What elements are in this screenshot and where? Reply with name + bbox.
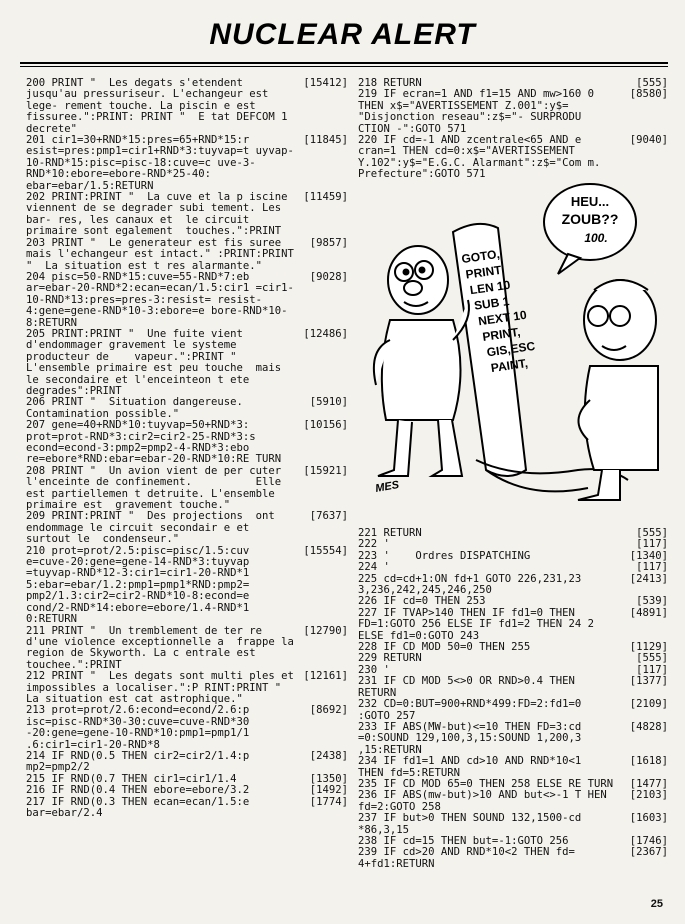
checksum: [15412]: [303, 77, 348, 89]
checksum: [1350]: [309, 772, 348, 785]
code-line: [358, 676, 668, 699]
code-text: 213 prot=prot/2.6:econd=econd/2.6:p isc=pisc-RND*30-30:cuve=cuve-RND*30 -20:gene=gene-10-RND*10:pmp1=pmp1/1 .6:cir1=cir1-20-RND*8: [26, 704, 256, 751]
right-top-listing: [358, 78, 668, 181]
code-text: 214 IF RND(0.5 THEN cir2=cir2/1.4:p mp2=pmp2/2: [26, 749, 256, 774]
svg-text:MES: MES: [374, 478, 401, 495]
checksum: [1129]: [629, 641, 668, 654]
code-text: 237 IF but>0 THEN SOUND 132,1500-cd *86,3,15: [358, 812, 588, 836]
checksum: [12161]: [303, 670, 348, 683]
code-text: 205 PRINT:PRINT " Une fuite vient d'endommager gravement le systeme producteur de vapeur.":PRINT " L'ensemble primaire est peu touche mais le secondaire et l'enceinteon t ete degrades":PRINT: [26, 327, 288, 397]
code-line: [26, 397, 348, 420]
checksum: [9040]: [629, 134, 668, 147]
checksum: [4891]: [629, 606, 668, 619]
code-line: [26, 78, 348, 135]
code-text: 206 PRINT " Situation dangereuse. Contamination possible.": [26, 396, 256, 420]
checksum: [2413]: [629, 572, 668, 585]
checksum: [9028]: [309, 270, 348, 283]
code-text: 211 PRINT " Un tremblement de ter re d'une violence exceptionnelle a frappe la region de Skyworth. La c entrale est touchee.":PRINT: [26, 624, 307, 671]
code-text: 215 IF RND(0.7 THEN cir1=cir1/1.4: [26, 772, 237, 785]
code-line: [358, 528, 668, 539]
title-rule-thin: [20, 66, 668, 67]
checksum: [8692]: [309, 704, 348, 717]
code-text: 225 cd=cd+1:ON fd+1 GOTO 226,231,23 3,236,242,245,246,250: [358, 572, 588, 597]
checksum: [11459]: [303, 191, 348, 204]
code-line: [26, 671, 348, 705]
code-text: 200 PRINT " Les degats s'etendent jusqu'au pressuriseur. L'echangeur est lege- rement touche. La piscin e est fissuree.":PRINT: PRINT " E tat DEFCOM 1 decrete": [26, 77, 294, 135]
code-line: [26, 329, 348, 397]
code-text: 217 IF RND(0.3 THEN ecan=ecan/1.5:e bar=ebar/2.4: [26, 795, 256, 819]
title-rule: [20, 62, 668, 64]
checksum: [555]: [636, 77, 668, 89]
code-text: 201 cir1=30+RND*15:pres=65+RND*15:r esist=pres:pmp1=cir1+RND*3:tuyvap=t uyvap-10-RND*15:pisc=pisc-18:cuve=c uve-3-RND*10:ebore=ebore-RND*25-40: ebar=ebar/1.5:RETURN: [26, 134, 294, 192]
code-text: 228 IF CD MOD 50=0 THEN 255: [358, 641, 531, 654]
checksum: [12486]: [303, 327, 348, 340]
code-line: [26, 238, 348, 272]
checksum: [1340]: [629, 549, 668, 562]
code-text: 204 pisc=50-RND*15:cuve=55-RND*7:eb ar=ebar-20-RND*2:ecan=ecan/1.5:cir1 =cir1-10-RND*13:pres=pres-3:resist= resist-4:gene=gene-RND*10-3:ebore=e bore-RND*10-8:RETURN: [26, 270, 294, 329]
code-text: 219 IF ecran=1 AND f1=15 AND mw>160 0 THEN x$="AVERTISSEMENT Z.001":y$= "Disjonction reseau":z$="- SURPRODU CTION -":GOTO 571: [358, 88, 601, 135]
checksum: [2103]: [629, 789, 668, 802]
code-line: [26, 511, 348, 545]
checksum: [7637]: [309, 510, 348, 523]
checksum: [8580]: [629, 88, 668, 101]
checksum: [117]: [636, 561, 668, 574]
code-line: [26, 705, 348, 751]
code-line: [358, 699, 668, 722]
code-line: [26, 626, 348, 672]
checksum: [117]: [636, 538, 668, 551]
left-listing-column: [26, 78, 348, 819]
checksum: [1603]: [629, 812, 668, 825]
code-text: 208 PRINT " Un avion vient de per cuter l'enceinte de confinement. Elle est partiellemen t detruite. L'ensemble primaire est gravement touche.": [26, 464, 288, 512]
code-text: 226 IF cd=0 THEN 253: [358, 595, 486, 608]
code-text: 221 RETURN: [358, 527, 422, 539]
checksum: [539]: [636, 595, 668, 608]
code-line: [26, 546, 348, 626]
code-text: 229 RETURN: [358, 652, 422, 665]
checksum: [9857]: [309, 236, 348, 249]
left-character: [374, 246, 469, 476]
code-text: 216 IF RND(0.4 THEN ebore=ebore/3.2: [26, 784, 250, 797]
code-text: 227 IF TVAP>140 THEN IF fd1=0 THEN FD=1:GOTO 256 ELSE IF fd1=2 THEN 24 2 ELSE fd1=0:GOTO 243: [358, 606, 601, 642]
code-line: [26, 272, 348, 329]
checksum: [2367]: [629, 846, 668, 859]
svg-text:GOTO, PRINT LEN 10: GOTO, PRINT LEN 10 SUB 1 NEXT 10 PRINT, GIS,ESC PAINT,: [460, 246, 536, 376]
code-line: [26, 420, 348, 466]
code-text: 212 PRINT " Les degats sont multi ples et impossibles a localiser.":P RINT:PRINT " La situation est cat astrophique.": [26, 670, 301, 705]
checksum: [117]: [636, 663, 668, 676]
code-line: [358, 813, 668, 836]
code-line: [358, 562, 668, 573]
code-line: [358, 756, 668, 779]
code-text: 238 IF cd=15 THEN but=-1:GOTO 256: [358, 834, 569, 847]
code-line: [26, 466, 348, 512]
svg-text:ZOUB??: ZOUB??: [561, 211, 619, 227]
code-text: 202 PRINT:PRINT " La cuve et la p iscine viennent de se degrader subi tement. Les bar- res, les canaux et le circuit primaire sont egalement touches.":PRINT: [26, 191, 294, 238]
checksum: [1774]: [309, 795, 348, 808]
code-text: 209 PRINT:PRINT " Des projections ont endommage le circuit secondair e et surtout le condenseur.": [26, 510, 282, 546]
checksum: [2109]: [629, 698, 668, 711]
checksum: [10156]: [303, 419, 348, 432]
code-text: 236 IF ABS(mw-but)>10 AND but<>-1 T HEN fd=2:GOTO 258: [358, 789, 614, 813]
page-number: 25: [650, 898, 663, 910]
checksum: [1746]: [629, 834, 668, 847]
code-text: 239 IF cd>20 AND RND*10<2 THEN fd= 4+fd1:RETURN: [358, 846, 582, 870]
checksum: [555]: [636, 652, 668, 665]
code-line: [358, 608, 668, 642]
code-line: [358, 653, 668, 664]
checksum: [15554]: [303, 544, 348, 557]
checksum: [2438]: [309, 749, 348, 762]
code-text: 210 prot=prot/2.5:pisc=pisc/1.5:cuv e=cuve-20:gene=gene-14-RND*3:tuyvap =tuyvap-RND*12-3:cir1=cir1-20-RND*1 5:ebar=ebar/1.2:pmp1=pmp1*RND:pmp2= pmp2/1.3:cir2=cir2-RND*10-8:econd=e cond/2-RND*14:ebore=ebore/1.4-RND*1 0:RETURN: [26, 544, 256, 626]
code-text: 232 CD=0:BUT=900+RND*499:FD=2:fd1=0 :GOTO 257: [358, 698, 588, 722]
code-text: 231 IF CD MOD 5<>0 OR RND>0.4 THEN RETURN: [358, 675, 588, 699]
code-text: 218 RETURN: [358, 77, 422, 89]
code-line: [26, 797, 348, 820]
code-text: 224 ': [358, 561, 390, 574]
code-line: [26, 135, 348, 192]
checksum: [1492]: [309, 784, 348, 797]
code-text: 207 gene=40+RND*10:tuyvap=50+RND*3: prot=prot-RND*3:cir2=cir2-25-RND*3:s econd=econd-3:pmp2=pmp2-4-RND*3:ebo re=ebore*RND:ebar=ebar-20-RND*10:RE TURN: [26, 419, 282, 466]
code-text: 222 ': [358, 538, 390, 551]
checksum: [555]: [636, 527, 668, 539]
code-line: [358, 89, 668, 135]
right-bottom-listing: [358, 528, 668, 870]
code-text: 220 IF cd=-1 AND zcentrale<65 AND e cran=1 THEN cd=0:x$="AVERTISSEMENT Y.102":y$="E.G.C. Alarmant":z$="Com m. Prefecture":GOTO 571: [358, 134, 607, 181]
checksum: [12790]: [303, 624, 348, 637]
checksum: [1618]: [629, 755, 668, 768]
code-line: [358, 551, 668, 562]
checksum: [15921]: [303, 464, 348, 477]
code-text: 234 IF fd1=1 AND cd>10 AND RND*10<1 THEN fd=5:RETURN: [358, 755, 594, 779]
checksum: [5910]: [309, 396, 348, 409]
svg-text:HEU...: HEU...: [570, 194, 610, 209]
right-character: [578, 280, 658, 500]
svg-text:100.: 100.: [584, 231, 608, 245]
code-line: [358, 847, 668, 870]
code-text: 203 PRINT " Le generateur est fis suree mais l'echangeur est intact." :PRINT:PRINT " La situation est t res alarmante.": [26, 236, 301, 272]
code-line: [26, 192, 348, 238]
code-text: 233 IF ABS(MW-but)<=10 THEN FD=3:cd =0:SOUND 129,100,3,15:SOUND 1,200,3 ,15:RETURN: [358, 720, 588, 756]
code-line: [358, 574, 668, 597]
code-text: 230 ': [358, 663, 390, 676]
checksum: [1377]: [629, 675, 668, 688]
checksum: [4828]: [629, 720, 668, 733]
code-line: [358, 722, 668, 756]
checksum: [11845]: [303, 134, 348, 147]
checksum: [1477]: [629, 777, 668, 790]
page-title: NUCLEAR ALERT: [209, 18, 476, 51]
cartoon-illustration: [358, 170, 668, 515]
code-line: [26, 751, 348, 774]
code-text: 223 ' Ordres DISPATCHING: [358, 549, 531, 562]
code-line: [26, 785, 348, 796]
code-line: [358, 790, 668, 813]
code-text: 235 IF CD MOD 65=0 THEN 258 ELSE RE TURN: [358, 777, 614, 790]
